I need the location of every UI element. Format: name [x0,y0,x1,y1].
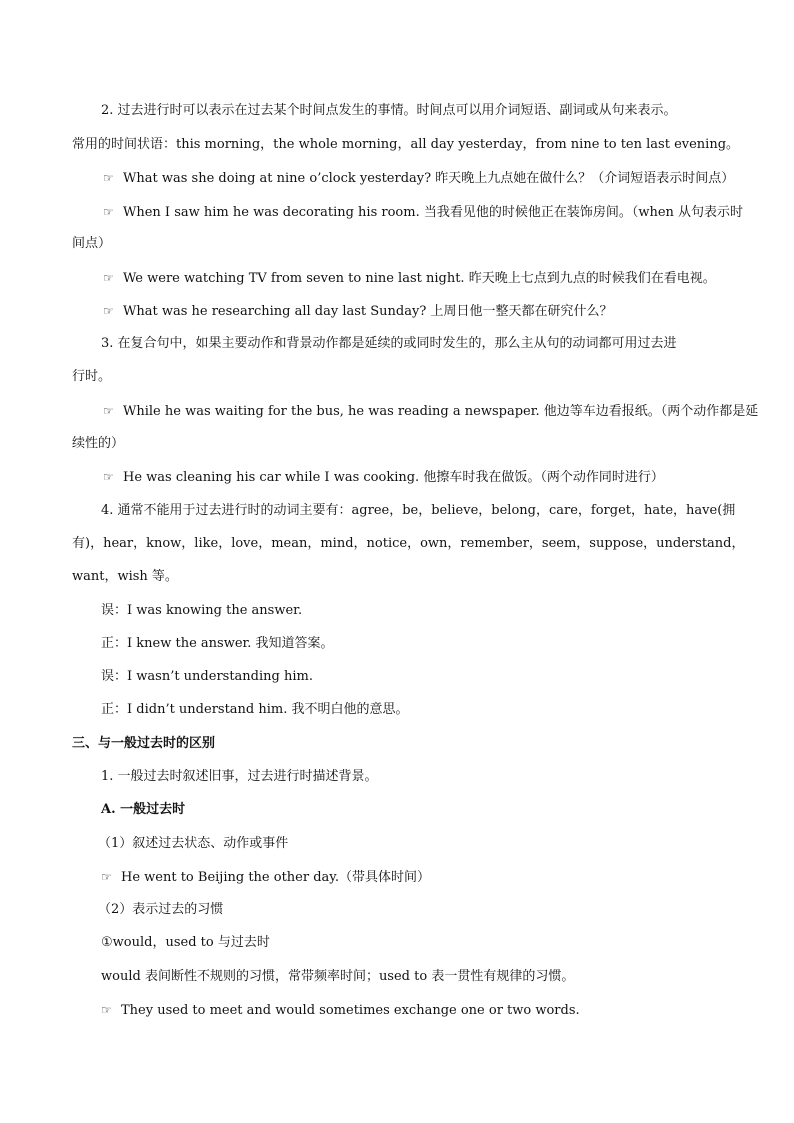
paragraph-4-line-3: want，wish 等。 [72,569,178,584]
pointing-hand-icon: ☞ [103,205,114,219]
example-7: ☞ He went to Beijing the other day.（带具体时间） [101,870,431,885]
pointing-hand-icon: ☞ [103,171,114,185]
item-2-sub-1: ①would，used to 与过去时 [101,935,270,950]
example-3: ☞ We were watching TV from seven to nine last night. 昨天晚上七点到九点的时候我们在看电视。 [103,271,716,286]
pointing-hand-icon: ☞ [103,304,114,318]
correct-example-1: 正：I knew the answer. 我知道答案。 [101,636,334,651]
example-6: ☞ He was cleaning his car while I was cooking. 他擦车时我在做饭。（两个动作同时进行） [103,470,664,485]
pointing-hand-icon: ☞ [103,271,114,285]
example-5-line-1: ☞ While he was waiting for the bus, he was reading a newspaper. 他边等车边看报纸。（两个动作都是延 [103,404,759,419]
paragraph-3-line-2: 行时。 [72,369,112,384]
correct-example-2: 正：I didn’t understand him. 我不明白他的意思。 [101,702,409,717]
paragraph-2-line-1: 2. 过去进行时可以表示在过去某个时间点发生的事情。时间点可以用介词短语、副词或从句来表示。 [101,103,677,118]
paragraph-3-line-1: 3. 在复合句中，如果主要动作和背景动作都是延续的或同时发生的，那么主从句的动词都可用过去进 [101,336,677,351]
wrong-example-1: 误：I was knowing the answer. [101,603,303,618]
item-1: （1）叙述过去状态、动作或事件 [98,836,289,851]
example-1: ☞ What was she doing at nine o’clock yesterday? 昨天晚上九点她在做什么？（介词短语表示时间点） [103,171,735,186]
paragraph-4-line-1: 4. 通常不能用于过去进行时的动词主要有：agree，be，believe，belong，care，forget，hate，have(拥 [101,503,736,518]
example-5-line-2: 续性的） [72,436,125,451]
example-2-line-2: 间点） [72,236,112,251]
example-8: ☞ They used to meet and would sometimes exchange one or two words. [101,1003,580,1018]
subheading-a: A. 一般过去时 [101,802,186,817]
pointing-hand-icon: ☞ [101,870,112,884]
example-2-line-1: ☞ When I saw him he was decorating his room. 当我看见他的时候他正在装饰房间。（when 从句表示时 [103,205,744,220]
item-2-sub-1-explain: would 表间断性不规则的习惯，常带频率时间；used to 表一贯性有规律的习惯。 [101,969,575,984]
example-4: ☞ What was he researching all day last Sunday? 上周日他一整天都在研究什么？ [103,304,613,319]
pointing-hand-icon: ☞ [101,1003,112,1017]
point-1: 1. 一般过去时叙述旧事，过去进行时描述背景。 [101,769,378,784]
wrong-example-2: 误：I wasn’t understanding him. [101,669,313,684]
paragraph-2-line-2: 常用的时间状语：this morning，the whole morning，all day yesterday，from nine to ten last evening。 [72,137,740,152]
paragraph-4-line-2: 有)，hear，know，like，love，mean，mind，notice，own，remember，seem，suppose，understand， [72,536,745,551]
pointing-hand-icon: ☞ [103,404,114,418]
section-heading-3: 三、与一般过去时的区别 [72,736,216,751]
pointing-hand-icon: ☞ [103,470,114,484]
item-2: （2）表示过去的习惯 [98,902,224,917]
